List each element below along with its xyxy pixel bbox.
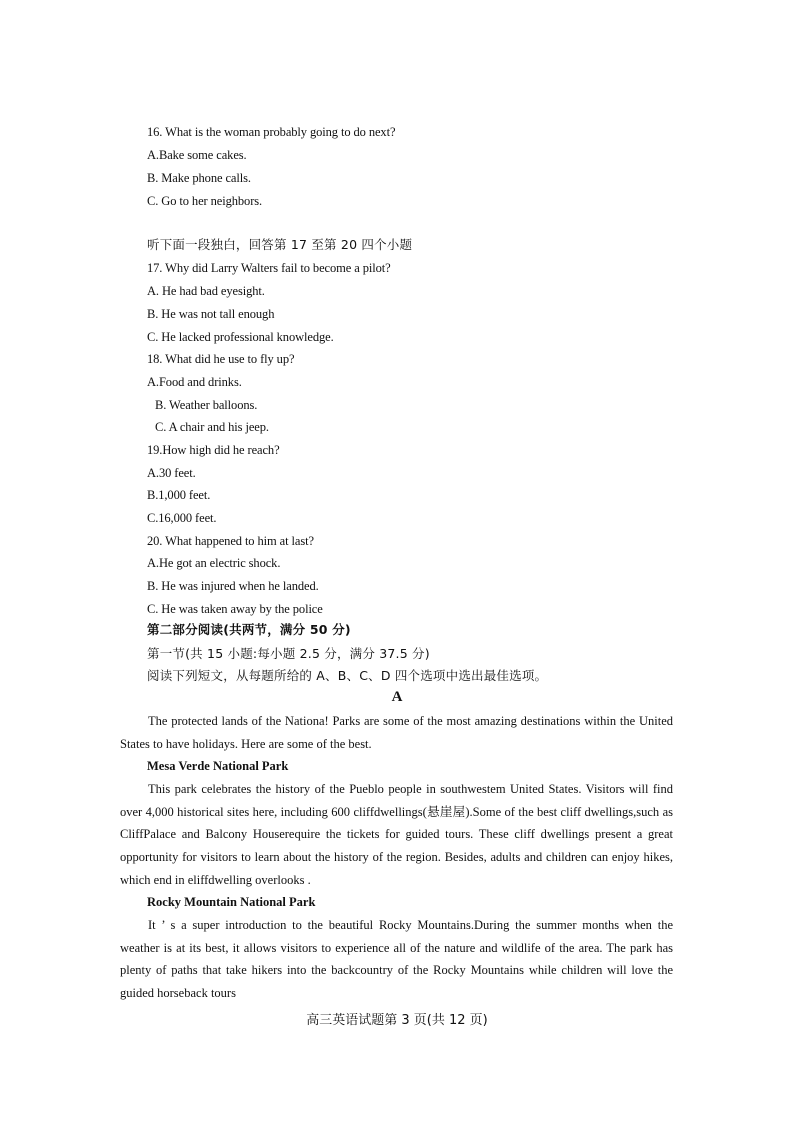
q18-option-b: B. Weather balloons. [155,398,258,412]
park-heading-rocky-mountain: Rocky Mountain National Park [147,895,316,909]
q20-option-c: C. He was taken away by the police [147,602,323,616]
q19-option-b: B.1,000 feet. [147,488,211,502]
q20-option-a: A.He got an electric shock. [147,556,281,570]
monologue-instruction: 听下面一段独白，回答第 17 至第 20 四个小题 [147,237,413,252]
q18-question: 18. What did he use to fly up? [147,352,295,366]
q16-option-b: B. Make phone calls. [147,171,251,185]
q17-question: 17. Why did Larry Walters fail to become a pilot? [147,261,391,275]
q16-option-a: A.Bake some cakes. [147,148,247,162]
q18-option-c: C. A chair and his jeep. [155,420,269,434]
park-text-rocky-mountain: It ’ s a super introduction to the beautiful Rocky Mountains.During the summer months when the weather is at its best, it allows visitors to experience all of the nature and wildlife of the area. The park has plenty of paths that take hikers into the backcountry of the Rocky Mountains while children will love the guided horseback tours [120,918,673,1001]
q18-option-a: A.Food and drinks. [147,375,242,389]
q20-option-b: B. He was injured when he landed. [147,579,319,593]
q16-question: 16. What is the woman probably going to do next? [147,125,396,139]
q17-option-b: B. He was not tall enough [147,307,275,321]
q19-question: 19.How high did he reach? [147,443,280,457]
q19-option-c: C.16,000 feet. [147,511,217,525]
q17-option-c: C. He lacked professional knowledge. [147,330,334,344]
page-footer: 高三英语试题第 3 页(共 12 页) [306,1013,488,1028]
park-heading-mesa-verde: Mesa Verde National Park [147,759,289,773]
park-text-mesa-verde: This park celebrates the history of the Pueblo people in southwestem United States. Visitors will find over 4,000 historical sites here, including 600 cliffdwellings(悬崖屋).Some of the best cliff dwellings,such as CliffPalace and Balcony Houserequire the tickets for guided tours. These cliff dwellings present a great opportunity for visitors to learn about the history of the region. Besides, adults and children can enjoy hikes, which end in eliffdwelling overlooks . [120,782,673,887]
passage-letter: A [391,689,403,705]
q19-option-a: A.30 feet. [147,466,196,480]
q17-option-a: A. He had bad eyesight. [147,284,265,298]
passage-intro: The protected lands of the Nationa! Parks are some of the most amazing destinations within the United States to have holidays. Here are some of the best. [120,714,673,751]
reading-instruction: 阅读下列短文，从每题所给的 A、B、C、D 四个选项中选出最佳选项。 [147,668,548,683]
q16-option-c: C. Go to her neighbors. [147,194,263,208]
section-one-title: 第一节(共 15 小题:每小题 2.5 分，满分 37.5 分) [147,646,430,661]
q20-question: 20. What happened to him at last? [147,534,314,548]
part-two-title: 第二部分阅读(共两节，满分 50 分) [147,622,351,637]
